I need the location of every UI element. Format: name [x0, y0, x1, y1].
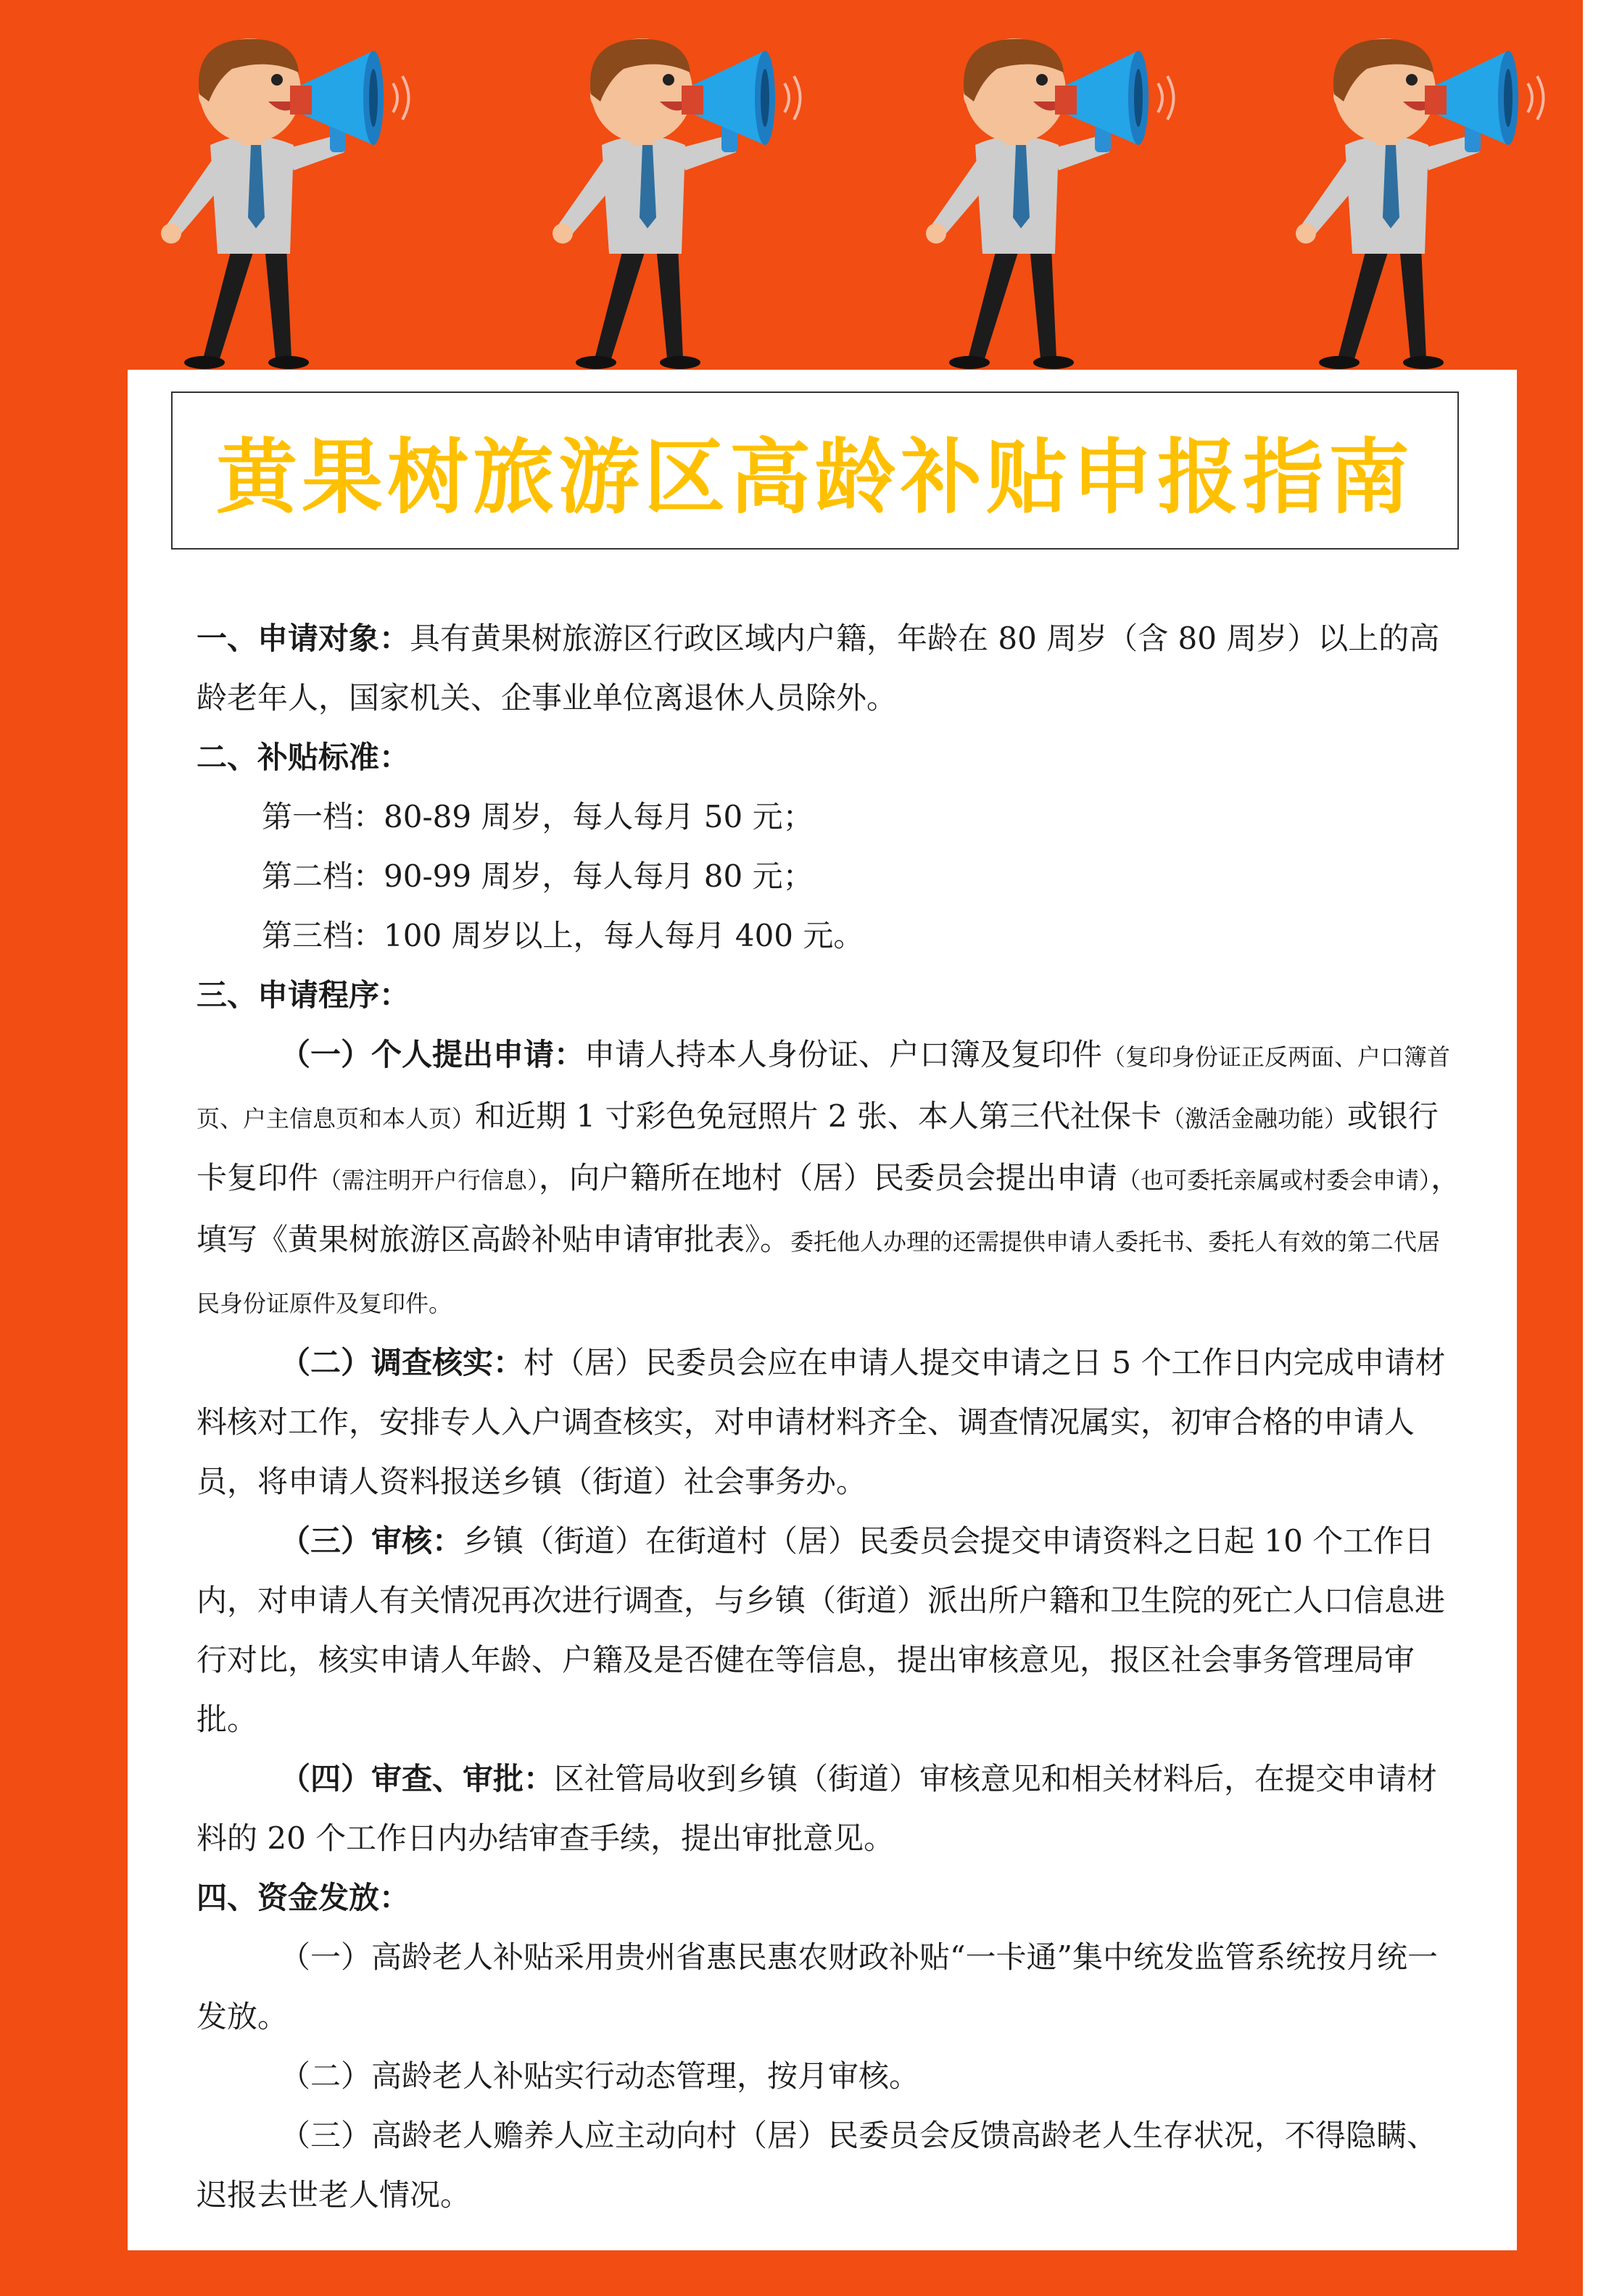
- guide-body: [196, 609, 1462, 2225]
- step-note: 委托他人办理的还需提供申请人委托书、委托人有效的第二代居民身份证原件及复印件。: [196, 1228, 1441, 1317]
- content-panel: [128, 370, 1517, 2250]
- disbursement-item: （一）高龄老人补贴采用贵州省惠民惠农财政补贴“一卡通”集中统发监管系统按月统一发放。: [196, 1939, 1438, 2034]
- section-heading: 二、补贴标准：: [196, 739, 410, 775]
- step-text: 或银行卡复印件: [196, 1098, 1439, 1195]
- step-text: 申请人持本人身份证、户口簿及复印件: [584, 1037, 1103, 1072]
- step-note: （复印身份证正反两面、户口簿首页、户主信息页和本人页）: [196, 1043, 1451, 1132]
- step-text: 区社管局收到乡镇（街道）审核意见和相关材料后，在提交申请材料的 20 个工作日内办结审查手续，提出审批意见。: [196, 1761, 1438, 1856]
- step-text: ，向户籍所在地村（居）民委员会提出申请: [539, 1160, 1118, 1195]
- section-heading: 一、申请对象：: [196, 621, 410, 656]
- step-label: （三）审核：: [280, 1523, 463, 1559]
- section-heading: 四、资金发放：: [196, 1880, 410, 1915]
- subsidy-tier: 第三档：100 周岁以上，每人每月 400 元。: [262, 918, 864, 953]
- disbursement-item: （二）高龄老人补贴实行动态管理，按月审核。: [280, 2058, 920, 2094]
- step-label: （二）调查核实：: [280, 1345, 524, 1380]
- step-label: （四）审查、审批：: [280, 1761, 555, 1796]
- section-applicants: [196, 609, 1462, 728]
- procedure-step-4: [196, 1749, 1462, 1868]
- step-text: 和近期 1 寸彩色免冠照片 2 张、本人第三代社保卡: [475, 1098, 1162, 1134]
- step-label: （一）个人提出申请：: [280, 1037, 585, 1072]
- step-note: （需注明开户行信息）: [318, 1166, 539, 1194]
- subsidy-tier: 第一档：80-89 周岁，每人每月 50 元；: [262, 799, 814, 834]
- step-note: （也可委托亲属或村委会申请）: [1117, 1166, 1431, 1194]
- step-text: 村（居）民委员会应在申请人提交申请之日 5 个工作日内完成申请材料核对工作，安排专人入户调查核实，对申请材料齐全、调查情况属实，初审合格的申请人员，将申请人资料报送乡镇（街道）社会事务办。: [196, 1345, 1446, 1499]
- section-text: 具有黄果树旅游区行政区域内户籍，年龄在 80 周岁（含 80 周岁）以上的高龄老年人，国家机关、企事业单位离退休人员除外。: [196, 621, 1440, 716]
- procedure-step-3: [196, 1512, 1462, 1749]
- step-text: 乡镇（街道）在街道村（居）民委员会提交申请资料之日起 10 个工作日内，对申请人有关情况再次进行调查，与乡镇（街道）派出所户籍和卫生院的死亡人口信息进行对比，核实申请人年龄、户籍及是否健在等信息，提出审核意见，报区社会事务管理局审批。: [196, 1523, 1446, 1737]
- man-with-megaphone-icon: [888, 29, 1193, 377]
- man-with-megaphone-icon: [515, 29, 819, 377]
- disbursement-item: （三）高龄老人赡养人应主动向村（居）民委员会反馈高龄老人生存状况，不得隐瞒、迟报去世老人情况。: [196, 2118, 1438, 2213]
- section-heading: 三、申请程序：: [196, 977, 410, 1013]
- procedure-step-1: [196, 1025, 1462, 1333]
- right-margin: [1583, 0, 1622, 2296]
- procedure-step-2: [196, 1333, 1462, 1512]
- step-text: ，填写《黄果树旅游区高龄补贴申请审批表》。: [196, 1160, 1462, 1257]
- man-with-megaphone-icon: [123, 29, 428, 377]
- man-with-megaphone-icon: [1258, 29, 1563, 377]
- step-note: （激活金融功能）: [1161, 1105, 1347, 1132]
- subsidy-tier: 第二档：90-99 周岁，每人每月 80 元；: [262, 858, 814, 894]
- page-title: 黄果树旅游区高龄补贴申报指南: [216, 430, 1414, 525]
- title-box: [171, 391, 1459, 550]
